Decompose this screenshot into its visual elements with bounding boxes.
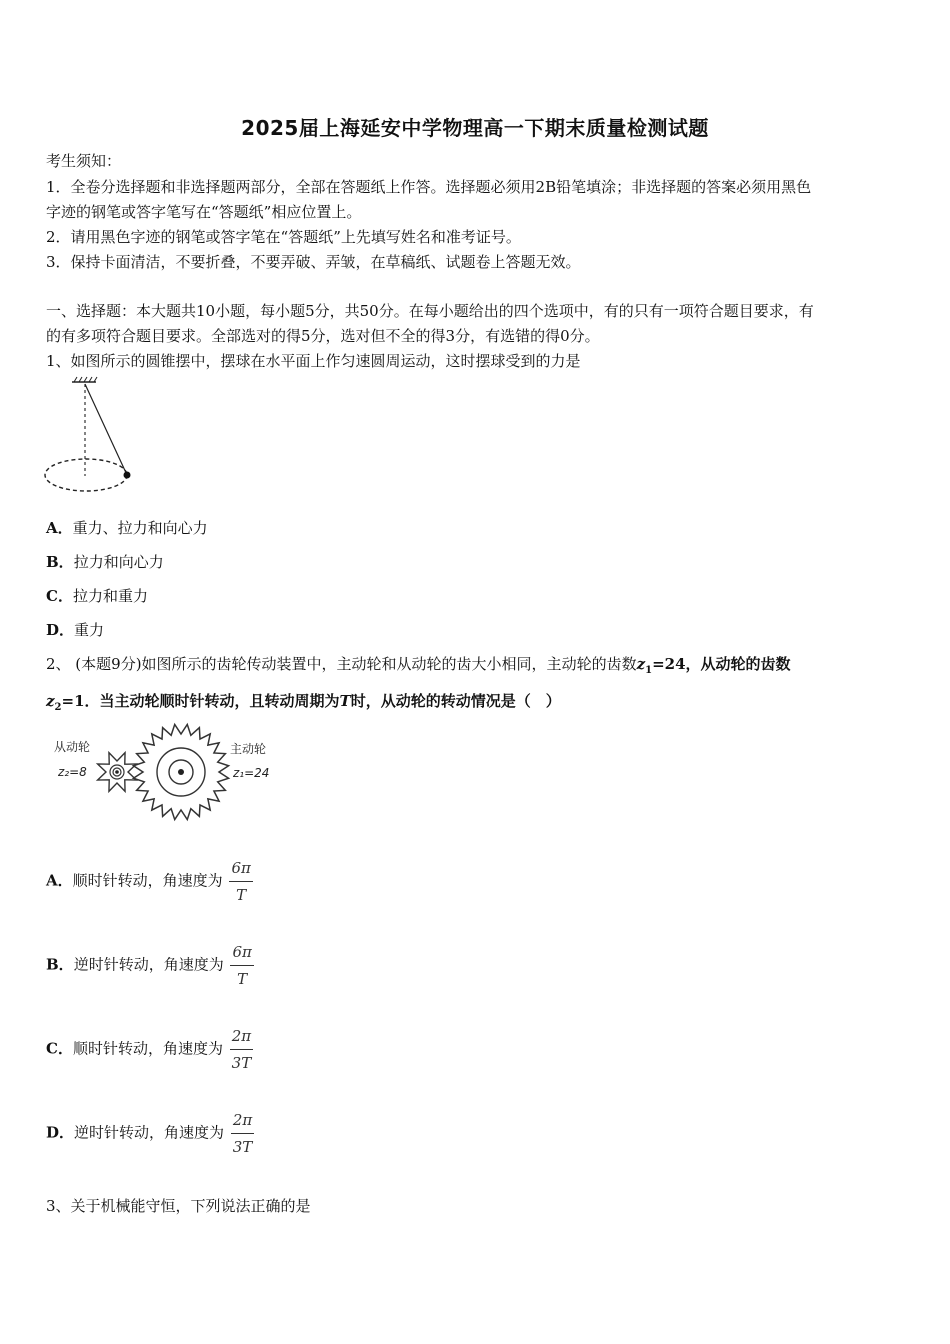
fraction: $\frac{6\pi}{T}$ (232, 943, 252, 988)
notice-item: 2．请用黑色字迹的钢笔或答字笔在“答题纸”上先填写姓名和准考证号。 (46, 228, 521, 246)
driver-gear-center (178, 769, 184, 775)
page-title: 2025届上海延安中学物理高一下期末质量检测试题 (241, 116, 709, 140)
notice-item: 1．全卷分选择题和非选择题两部分，全部在答题纸上作答。选择题必须用2B铅笔填涂；非选择题的答案必须用黑色 (46, 178, 812, 196)
section-intro: 一、选择题：本大题共10小题，每小题5分，共50分。在每小题给出的四个选项中，有的只有一项符合题目要求，有 (46, 302, 814, 320)
q2-option-b[interactable]: B．逆时针转动，角速度为 $\frac{6\pi}{T}$ (46, 943, 252, 988)
pendulum-bob (124, 472, 131, 479)
question-2-stem-cont: $z_2=1$．当主动轮顺时针转动，且转动周期为T时，从动轮的转动情况是（ ） (46, 692, 561, 713)
driver-gear-label: 主动轮 (230, 742, 267, 756)
question-1-stem: 1、如图所示的圆锥摆中，摆球在水平面上作匀速圆周运动，这时摆球受到的力是 (46, 352, 581, 370)
notice-item: 字迹的钢笔或答字笔写在“答题纸”相应位置上。 (46, 203, 362, 221)
option-a[interactable]: A．重力、拉力和向心力 (46, 519, 208, 537)
driven-gear-count: z₂=8 (58, 765, 87, 779)
gear-figure (92, 722, 232, 826)
driven-gear-center (115, 770, 119, 774)
fraction: $\frac{6\pi}{T}$ (231, 859, 251, 904)
fraction: $\frac{2\pi}{3T}$ (231, 1027, 252, 1072)
option-c[interactable]: C．拉力和重力 (46, 587, 148, 605)
driven-gear-label: 从动轮 (54, 740, 91, 754)
option-b[interactable]: B．拉力和向心力 (46, 553, 164, 571)
notice-heading: 考生须知： (46, 152, 122, 170)
notice-item: 3．保持卡面清洁，不要折叠，不要弄破、弄皱，在草稿纸、试题卷上答题无效。 (46, 253, 581, 271)
q2-option-a[interactable]: A．顺时针转动，角速度为 $\frac{6\pi}{T}$ (46, 859, 251, 904)
fraction: $\frac{2\pi}{3T}$ (232, 1111, 253, 1156)
question-2-stem: 2、 (本题9分)如图所示的齿轮传动装置中，主动轮和从动轮的齿大小相同，主动轮的齿数$z_1=24$，从动轮的齿数 (46, 655, 791, 676)
conical-pendulum-figure (40, 376, 140, 496)
orbit-ellipse (45, 459, 127, 491)
option-d[interactable]: D．重力 (46, 621, 105, 639)
q2-option-d[interactable]: D．逆时针转动，角速度为 $\frac{2\pi}{3T}$ (46, 1111, 253, 1156)
question-3-stem: 3、关于机械能守恒，下列说法正确的是 (46, 1197, 311, 1215)
q2-option-c[interactable]: C．顺时针转动，角速度为 $\frac{2\pi}{3T}$ (46, 1027, 252, 1072)
string-line (85, 384, 127, 475)
driver-gear-count: z₁=24 (233, 766, 270, 780)
section-intro: 的有多项符合题目要求。全部选对的得5分，选对但不全的得3分，有选错的得0分。 (46, 327, 600, 345)
